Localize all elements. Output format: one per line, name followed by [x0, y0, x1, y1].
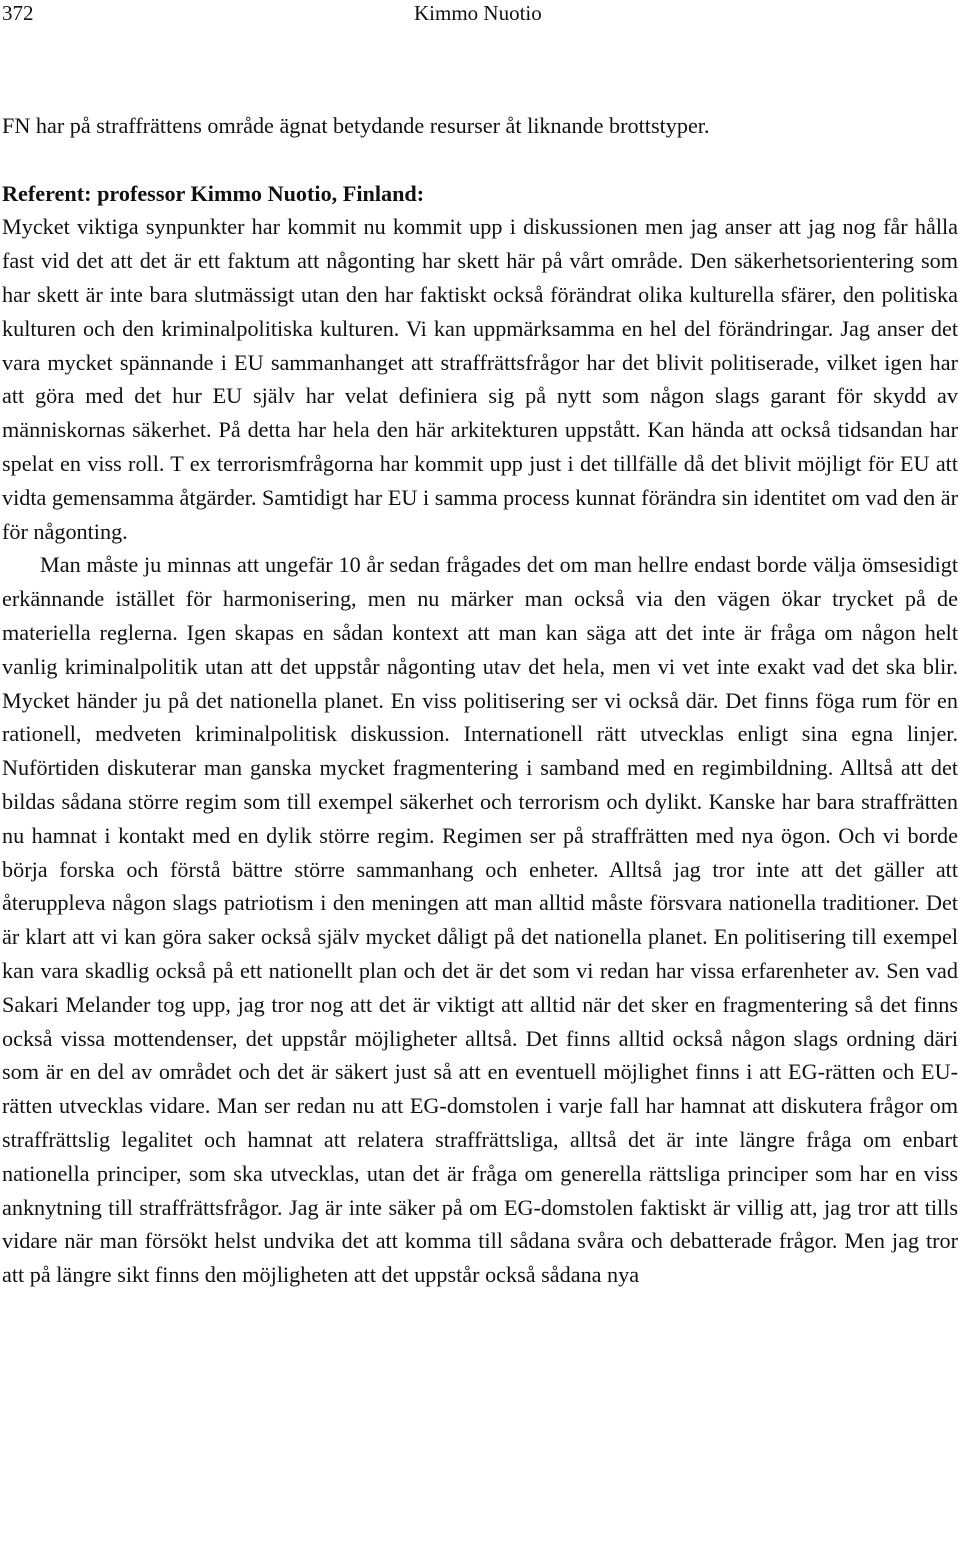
running-header-author: Kimmo Nuotio: [414, 1, 542, 25]
paragraph-2: Man måste ju minnas att ungefär 10 år sedan frågades det om man hellre endast borde välja ömsesidigt erkännande istället för harmonisering, men nu märker man också via den vägen ökar trycket på de materiella reglerna. Igen skapas en sådan kontext att man kan säga att det inte är fråga om någon helt vanlig kriminalpolitik utan att det uppstår någonting utav det hela, men vi vet inte exakt vad det ska blir. Mycket händer ju på det nationella planet. En viss politisering ser vi också där. Det finns föga rum för en rationell, medveten kriminalpolitisk diskussion. Internationell rätt utvecklas enligt sina egna linjer. Nuförtiden diskuterar man ganska mycket fragmentering i samband med en regimbildning. Alltså att det bildas sådana större regim som till exempel säkerhet och terrorism och dylikt. Kanske har bara straffrätten nu hamnat i kontakt med en dylik större regim. Regimen ser på straffrätten med nya ögon. Och vi borde börja forska och förstå bättre större sammanhang och enheter. Alltså jag tror inte att det gäller att återuppleva någon slags patriotism i den meningen att man alltid måste försvara nationella traditioner. Det är klart att vi kan göra saker också själv mycket dåligt på det nationella planet. En politisering till exempel kan vara skadlig också på ett nationellt plan och det är det som vi redan har vissa erfarenheter av. Sen vad Sakari Melander tog upp, jag tror nog att det är viktigt att alltid när det sker en fragmentering så det finns också vissa mottendenser, det uppstår möjligheter alltså. Det finns alltid också någon slags ordning däri som är en del av området och det är säkert just så att en eventuell möjlighet finns i att EG-rätten och EU-rätten utvecklas vidare. Man ser redan nu att EG-domstolen i varje fall har hamnat att diskutera frågor om straffrättslig legalitet och hamnat att relatera straffrättsliga, alltså det är inte längre fråga om enbart nationella principer, som ska utvecklas, utan det är fråga om generella rättsliga principer som har en viss anknytning till straffrättsfrågor. Jag är inte säker på om EG-domstolen faktiskt är villig att, jag tror att tills vidare när man försökt helst undvika det att komma till sådana svåra och debatterade frågor. Men jag tror att på längre sikt finns den möjligheten att det uppstår också sådana nya: [2, 552, 958, 1288]
running-header: [2, 0, 958, 26]
intro-paragraph: FN har på straffrättens område ägnat betydande resurser åt liknande brottstyper.: [2, 113, 710, 138]
page-number: 372: [2, 1, 34, 25]
paragraph-1-text: Mycket viktiga synpunkter har kommit nu kommit upp i diskussionen men jag anser att jag nog får hålla fast vid det att det är ett faktum att någonting har skett här på vårt område. Den säkerhetsorientering som har skett är inte bara slutmässigt utan den har faktiskt också förändrat olika kulturella sfärer, den politiska kulturen och den kriminalpolitiska kulturen. Vi kan uppmärksamma en hel del förändringar. Jag anser det vara mycket spännande i EU sammanhanget att straffrättsfrågor har det blivit politiserade, vilket igen har att göra med det hur EU själv har velat definiera sig på nytt som någon slags garant för skydd av människornas säkerhet. På detta har hela den här arkitekturen uppstått. Kan hända att också tidsandan har spelat en viss roll. T ex terrorismfrågorna har kommit upp just i det tillfälle då det blivit möjligt för EU att vidta gemensamma åtgärder. Samtidigt har EU i samma process kunnat förändra sin identitet om vad den är för någonting.: [2, 214, 958, 544]
speaker-paragraph: [2, 177, 958, 549]
body-text: [2, 109, 958, 1292]
speaker-label: Referent: professor Kimmo Nuotio, Finland:: [2, 180, 425, 206]
